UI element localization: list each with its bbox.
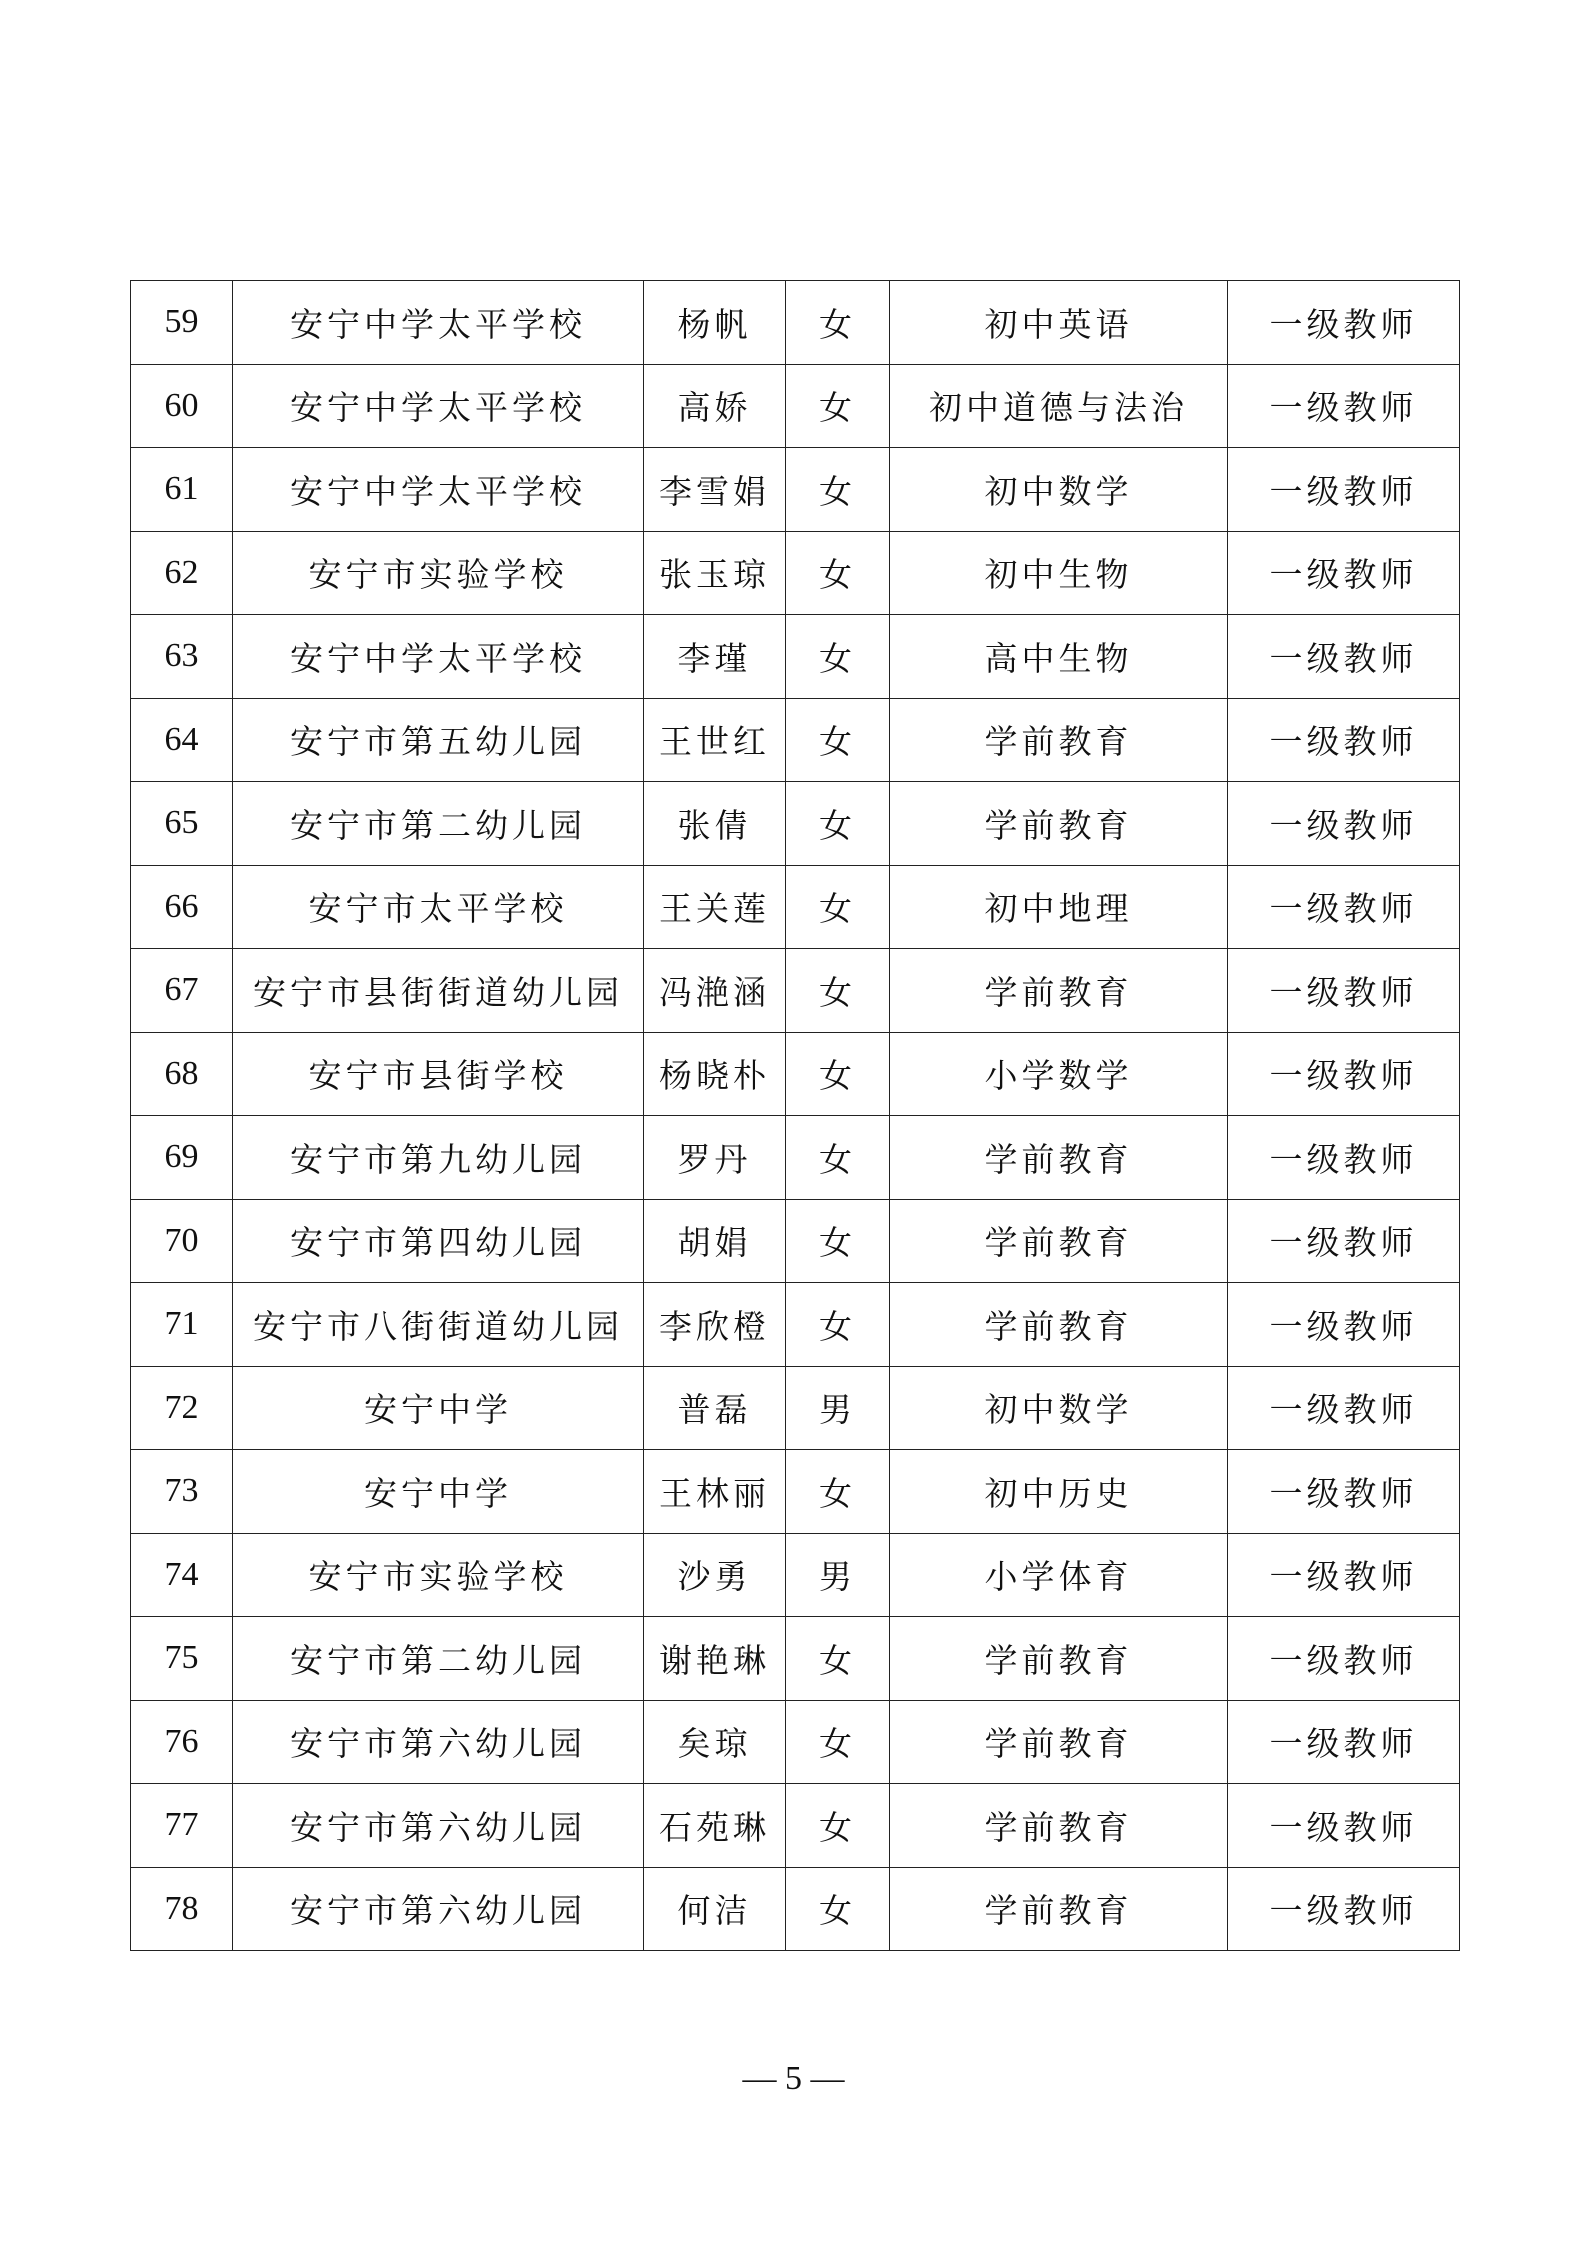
title-cell: 一级教师 xyxy=(1228,1032,1460,1116)
teacher-name-cell: 王林丽 xyxy=(644,1450,786,1534)
row-number-cell: 75 xyxy=(131,1617,233,1701)
teacher-name-cell: 沙勇 xyxy=(644,1533,786,1617)
subject-cell: 初中地理 xyxy=(890,865,1228,949)
table-row xyxy=(131,448,1460,532)
table-row xyxy=(131,1617,1460,1701)
table-row xyxy=(131,1366,1460,1450)
row-number-cell: 77 xyxy=(131,1784,233,1868)
row-number-cell: 70 xyxy=(131,1199,233,1283)
gender-cell: 女 xyxy=(786,1617,890,1701)
subject-cell: 学前教育 xyxy=(890,1700,1228,1784)
gender-cell: 女 xyxy=(786,1032,890,1116)
teacher-name-cell: 普磊 xyxy=(644,1366,786,1450)
table-row xyxy=(131,1032,1460,1116)
title-cell: 一级教师 xyxy=(1228,1283,1460,1367)
school-cell: 安宁中学 xyxy=(233,1366,644,1450)
school-cell: 安宁中学 xyxy=(233,1450,644,1534)
teacher-roster-table xyxy=(130,280,1460,1951)
row-number-cell: 61 xyxy=(131,448,233,532)
row-number-cell: 67 xyxy=(131,949,233,1033)
table-row xyxy=(131,531,1460,615)
row-number-cell: 65 xyxy=(131,782,233,866)
title-cell: 一级教师 xyxy=(1228,1867,1460,1951)
gender-cell: 女 xyxy=(786,364,890,448)
row-number-cell: 64 xyxy=(131,698,233,782)
row-number-cell: 66 xyxy=(131,865,233,949)
teacher-name-cell: 李雪娟 xyxy=(644,448,786,532)
title-cell: 一级教师 xyxy=(1228,364,1460,448)
teacher-name-cell: 杨晓朴 xyxy=(644,1032,786,1116)
school-cell: 安宁市县街街道幼儿园 xyxy=(233,949,644,1033)
gender-cell: 女 xyxy=(786,1199,890,1283)
table-row xyxy=(131,1283,1460,1367)
gender-cell: 男 xyxy=(786,1366,890,1450)
gender-cell: 女 xyxy=(786,1450,890,1534)
teacher-name-cell: 张玉琼 xyxy=(644,531,786,615)
teacher-name-cell: 杨帆 xyxy=(644,281,786,365)
row-number-cell: 76 xyxy=(131,1700,233,1784)
subject-cell: 学前教育 xyxy=(890,698,1228,782)
title-cell: 一级教师 xyxy=(1228,281,1460,365)
gender-cell: 男 xyxy=(786,1533,890,1617)
subject-cell: 初中生物 xyxy=(890,531,1228,615)
row-number-cell: 78 xyxy=(131,1867,233,1951)
table-row xyxy=(131,281,1460,365)
roster-body xyxy=(131,281,1460,1951)
row-number-cell: 71 xyxy=(131,1283,233,1367)
subject-cell: 学前教育 xyxy=(890,1617,1228,1701)
title-cell: 一级教师 xyxy=(1228,615,1460,699)
row-number-cell: 62 xyxy=(131,531,233,615)
gender-cell: 女 xyxy=(786,1784,890,1868)
school-cell: 安宁中学太平学校 xyxy=(233,448,644,532)
title-cell: 一级教师 xyxy=(1228,1784,1460,1868)
gender-cell: 女 xyxy=(786,949,890,1033)
school-cell: 安宁中学太平学校 xyxy=(233,281,644,365)
row-number-cell: 73 xyxy=(131,1450,233,1534)
table-row xyxy=(131,698,1460,782)
teacher-name-cell: 罗丹 xyxy=(644,1116,786,1200)
subject-cell: 初中英语 xyxy=(890,281,1228,365)
school-cell: 安宁市第九幼儿园 xyxy=(233,1116,644,1200)
subject-cell: 初中数学 xyxy=(890,1366,1228,1450)
row-number-cell: 74 xyxy=(131,1533,233,1617)
school-cell: 安宁市第六幼儿园 xyxy=(233,1700,644,1784)
school-cell: 安宁市第四幼儿园 xyxy=(233,1199,644,1283)
gender-cell: 女 xyxy=(786,1116,890,1200)
school-cell: 安宁市第二幼儿园 xyxy=(233,1617,644,1701)
title-cell: 一级教师 xyxy=(1228,1450,1460,1534)
school-cell: 安宁市县街学校 xyxy=(233,1032,644,1116)
teacher-name-cell: 石苑琳 xyxy=(644,1784,786,1868)
subject-cell: 学前教育 xyxy=(890,1199,1228,1283)
teacher-name-cell: 高娇 xyxy=(644,364,786,448)
subject-cell: 初中道德与法治 xyxy=(890,364,1228,448)
table-row xyxy=(131,1199,1460,1283)
title-cell: 一级教师 xyxy=(1228,949,1460,1033)
teacher-name-cell: 胡娟 xyxy=(644,1199,786,1283)
school-cell: 安宁市实验学校 xyxy=(233,1533,644,1617)
school-cell: 安宁市实验学校 xyxy=(233,531,644,615)
title-cell: 一级教师 xyxy=(1228,865,1460,949)
title-cell: 一级教师 xyxy=(1228,782,1460,866)
school-cell: 安宁市第五幼儿园 xyxy=(233,698,644,782)
subject-cell: 学前教育 xyxy=(890,1867,1228,1951)
school-cell: 安宁中学太平学校 xyxy=(233,615,644,699)
title-cell: 一级教师 xyxy=(1228,1199,1460,1283)
school-cell: 安宁市第六幼儿园 xyxy=(233,1784,644,1868)
subject-cell: 高中生物 xyxy=(890,615,1228,699)
subject-cell: 初中历史 xyxy=(890,1450,1228,1534)
gender-cell: 女 xyxy=(786,1700,890,1784)
title-cell: 一级教师 xyxy=(1228,698,1460,782)
gender-cell: 女 xyxy=(786,865,890,949)
school-cell: 安宁市第二幼儿园 xyxy=(233,782,644,866)
table-row xyxy=(131,1784,1460,1868)
table-row xyxy=(131,782,1460,866)
subject-cell: 小学数学 xyxy=(890,1032,1228,1116)
gender-cell: 女 xyxy=(786,531,890,615)
teacher-name-cell: 张倩 xyxy=(644,782,786,866)
row-number-cell: 60 xyxy=(131,364,233,448)
subject-cell: 学前教育 xyxy=(890,1283,1228,1367)
gender-cell: 女 xyxy=(786,1283,890,1367)
table-row xyxy=(131,1116,1460,1200)
title-cell: 一级教师 xyxy=(1228,1617,1460,1701)
subject-cell: 初中数学 xyxy=(890,448,1228,532)
gender-cell: 女 xyxy=(786,615,890,699)
teacher-name-cell: 王世红 xyxy=(644,698,786,782)
table-row xyxy=(131,1700,1460,1784)
row-number-cell: 72 xyxy=(131,1366,233,1450)
table-row xyxy=(131,364,1460,448)
title-cell: 一级教师 xyxy=(1228,1700,1460,1784)
row-number-cell: 68 xyxy=(131,1032,233,1116)
school-cell: 安宁市八街街道幼儿园 xyxy=(233,1283,644,1367)
row-number-cell: 63 xyxy=(131,615,233,699)
subject-cell: 学前教育 xyxy=(890,1784,1228,1868)
teacher-name-cell: 李欣橙 xyxy=(644,1283,786,1367)
row-number-cell: 59 xyxy=(131,281,233,365)
title-cell: 一级教师 xyxy=(1228,1116,1460,1200)
title-cell: 一级教师 xyxy=(1228,531,1460,615)
gender-cell: 女 xyxy=(786,1867,890,1951)
teacher-name-cell: 冯滟涵 xyxy=(644,949,786,1033)
table-row xyxy=(131,1450,1460,1534)
teacher-name-cell: 谢艳琳 xyxy=(644,1617,786,1701)
teacher-name-cell: 王关莲 xyxy=(644,865,786,949)
teacher-name-cell: 矣琼 xyxy=(644,1700,786,1784)
table-row xyxy=(131,1533,1460,1617)
teacher-name-cell: 何洁 xyxy=(644,1867,786,1951)
table-row xyxy=(131,949,1460,1033)
school-cell: 安宁市第六幼儿园 xyxy=(233,1867,644,1951)
subject-cell: 小学体育 xyxy=(890,1533,1228,1617)
row-number-cell: 69 xyxy=(131,1116,233,1200)
school-cell: 安宁市太平学校 xyxy=(233,865,644,949)
title-cell: 一级教师 xyxy=(1228,448,1460,532)
subject-cell: 学前教育 xyxy=(890,949,1228,1033)
subject-cell: 学前教育 xyxy=(890,782,1228,866)
page-number: — 5 — xyxy=(742,2060,845,2097)
subject-cell: 学前教育 xyxy=(890,1116,1228,1200)
title-cell: 一级教师 xyxy=(1228,1533,1460,1617)
teacher-name-cell: 李瑾 xyxy=(644,615,786,699)
gender-cell: 女 xyxy=(786,448,890,532)
table-row xyxy=(131,615,1460,699)
title-cell: 一级教师 xyxy=(1228,1366,1460,1450)
table-row xyxy=(131,1867,1460,1951)
table-row xyxy=(131,865,1460,949)
gender-cell: 女 xyxy=(786,281,890,365)
school-cell: 安宁中学太平学校 xyxy=(233,364,644,448)
gender-cell: 女 xyxy=(786,782,890,866)
gender-cell: 女 xyxy=(786,698,890,782)
